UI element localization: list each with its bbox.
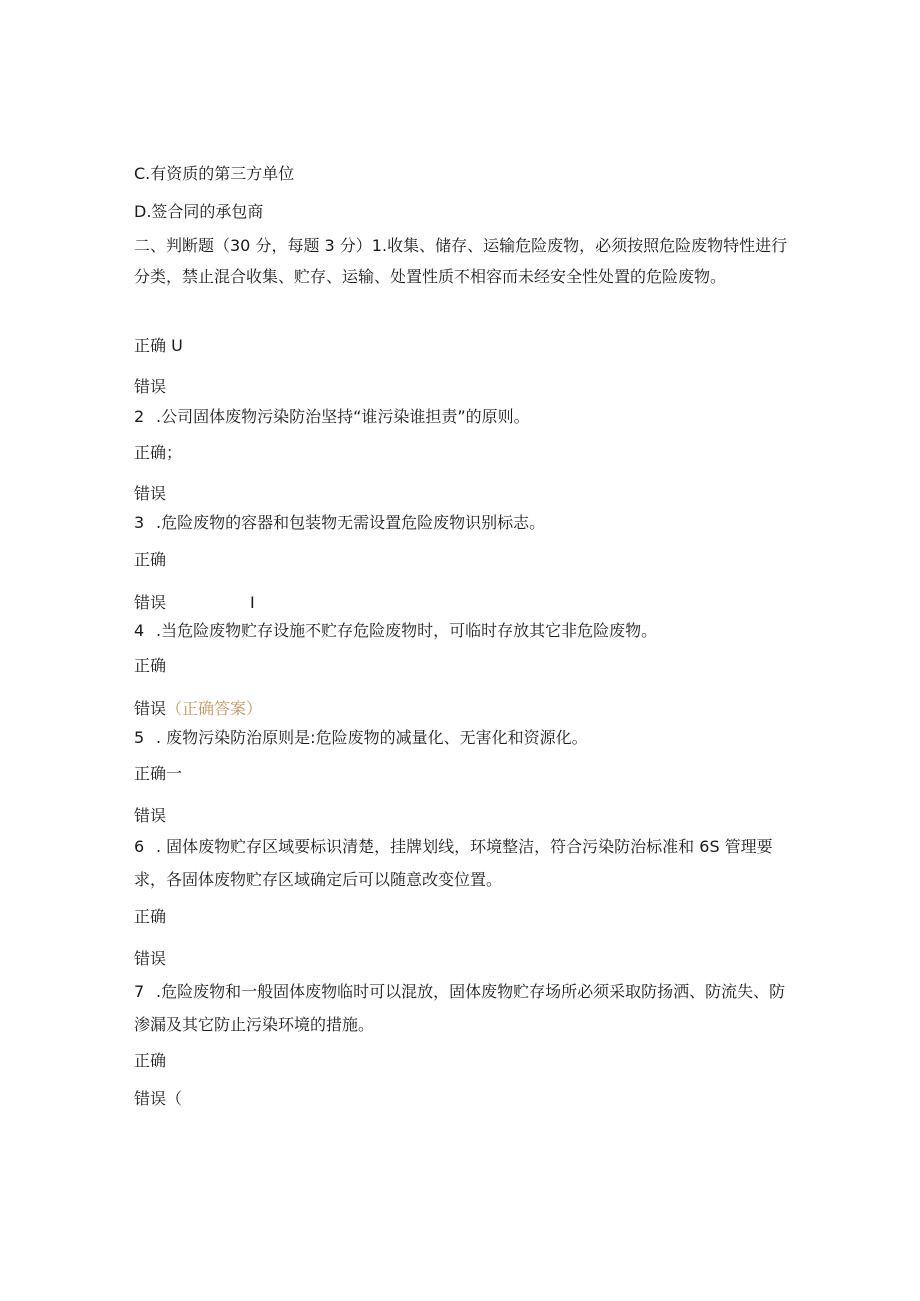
q6-correct-option: 正确 <box>134 907 167 926</box>
q6-wrong-option: 错误 <box>134 949 167 968</box>
q1-correct-option: 正确 U <box>134 336 183 355</box>
q6-text: . 固体废物贮存区域要标识清楚，挂牌划线，环境整洁，符合污染防治标准和 6S 管理要求，各固体废物贮存区域确定后可以随意改变位置。 <box>134 837 773 889</box>
q4-text: .当危险废物贮存设施不贮存危险废物时，可临时存放其它非危险废物。 <box>156 621 658 640</box>
q4-question <box>134 621 657 641</box>
q7-question <box>134 975 794 1041</box>
q5-text: . 废物污染防治原则是:危险废物的减量化、无害化和资源化。 <box>156 728 588 747</box>
q6-number: 6 <box>134 837 145 856</box>
q7-wrong-option: 错误（ <box>134 1089 183 1108</box>
q7-text: .危险废物和一般固体废物临时可以混放，固体废物贮存场所必须采取防扬洒、防流失、防渗漏及其它防止污染环境的措施。 <box>134 982 786 1034</box>
section-2-heading: 二、判断题（30 分，每题 3 分）1.收集、储存、运输危险废物，必须按照危险废物特性进行分类，禁止混合收集、贮存、运输、处置性质不相容而未经安全性处置的危险废物。 <box>134 236 788 286</box>
q2-correct-option: 正确； <box>134 443 183 462</box>
q5-number: 5 <box>134 728 145 747</box>
q2-number: 2 <box>134 407 145 426</box>
q3-wrong-option: 错误 <box>134 593 167 612</box>
q5-question <box>134 728 588 748</box>
q2-question <box>134 407 530 427</box>
q3-number: 3 <box>134 513 145 532</box>
q5-wrong-option: 错误 <box>134 806 167 825</box>
q4-number: 4 <box>134 621 145 640</box>
q6-question <box>134 830 794 896</box>
q7-correct-option: 正确 <box>134 1051 167 1070</box>
option-d: D.签合同的承包商 <box>134 202 264 221</box>
q2-wrong-option: 错误 <box>134 484 167 503</box>
q1-wrong-option: 错误 <box>134 377 167 396</box>
correct-answer-tag: （正确答案） <box>166 699 263 718</box>
q4-wrong-option <box>134 699 262 719</box>
q5-correct-option: 正确一 <box>134 764 183 783</box>
q3-correct-option: 正确 <box>134 550 167 569</box>
q3-text: .危险废物的容器和包装物无需设置危险废物识别标志。 <box>156 513 546 532</box>
q7-number: 7 <box>134 982 145 1001</box>
stray-mark: I <box>250 593 255 612</box>
q3-question <box>134 513 545 533</box>
q2-text: .公司固体废物污染防治坚持“谁污染谁担责”的原则。 <box>156 407 530 426</box>
q4-correct-option: 正确 <box>134 656 167 675</box>
option-c: C.有资质的第三方单位 <box>134 164 295 183</box>
q4-wrong-label: 错误 <box>134 699 167 718</box>
